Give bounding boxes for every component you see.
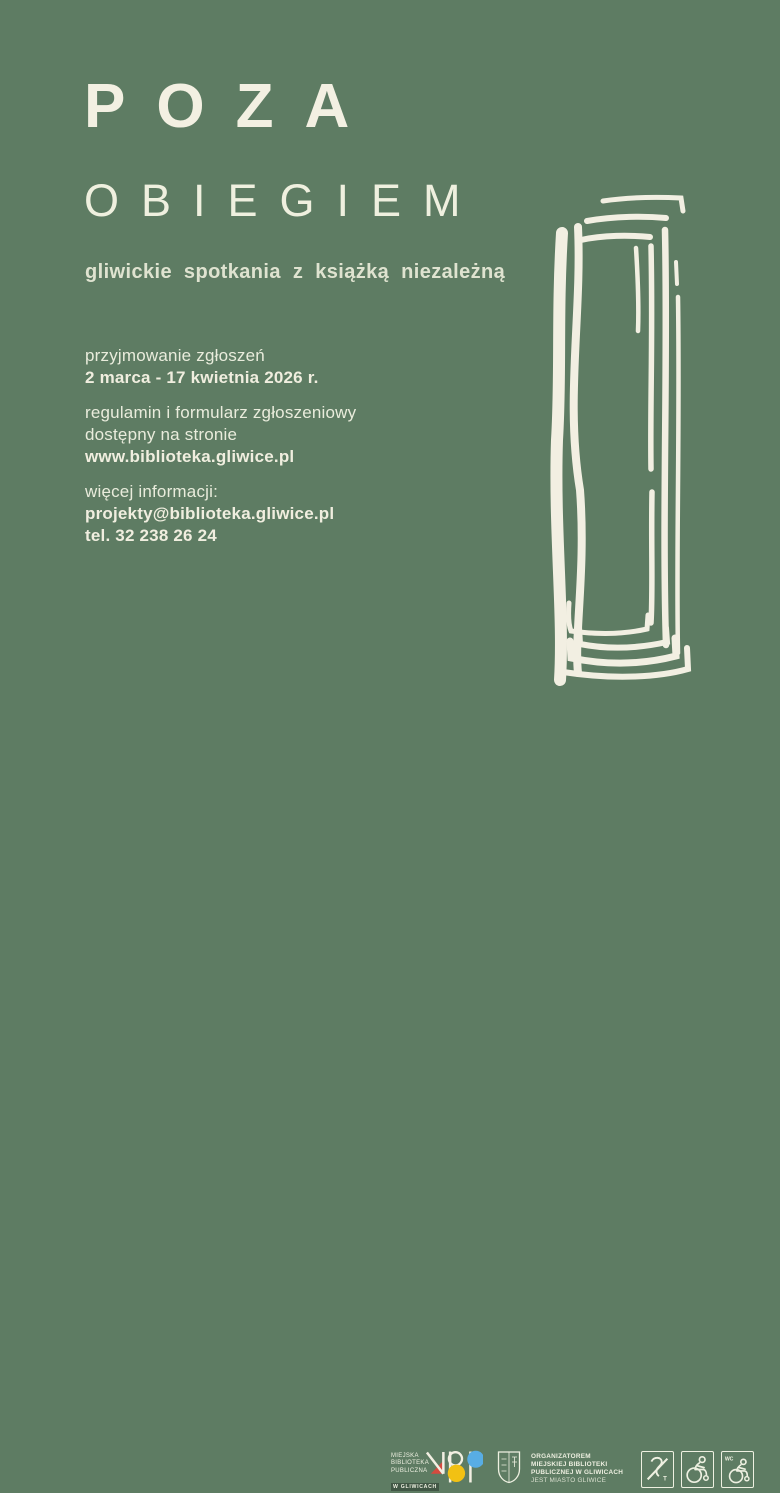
contact-phone: tel. 32 238 26 24	[85, 526, 217, 545]
info-column	[85, 345, 356, 560]
wheelchair-icon	[681, 1451, 714, 1488]
rules-line-1: regulamin i formularz zgłoszeniowy	[85, 403, 357, 422]
t-coil-label: T	[663, 1475, 667, 1483]
submission-dates: 2 marca - 17 kwietnia 2026 r.	[85, 368, 319, 387]
website-url: www.biblioteka.gliwice.pl	[85, 447, 295, 466]
poster-subtitle: OBIEGIEM	[84, 175, 483, 226]
gliwice-coat-of-arms-icon	[496, 1450, 522, 1484]
library-location: W GLIWICACH	[393, 1484, 438, 1491]
library-name-line-3: PUBLICZNA	[391, 1467, 428, 1474]
library-name-line-1: MIEJSKA	[391, 1453, 419, 1459]
rules-line-2: dostępny na stronie	[85, 425, 238, 444]
rules-block	[85, 402, 356, 468]
wc-label: WC	[724, 1456, 734, 1463]
contact-label: więcej informacji:	[85, 482, 219, 501]
organizer-text	[531, 1453, 623, 1485]
library-monogram-mbp-icon	[425, 1447, 483, 1487]
organizer-line-4: JEST MIASTO GLIWICE	[531, 1476, 607, 1484]
contact-email: projekty@biblioteka.gliwice.pl	[85, 504, 335, 523]
organizer-line-3: PUBLICZNEJ W GLIWICACH	[531, 1468, 624, 1476]
footer-logos	[0, 720, 780, 1491]
accessible-toilet-icon	[721, 1451, 754, 1488]
contact-block	[85, 481, 356, 547]
organizer-line-2: MIEJSKIEJ BIBLIOTEKI	[531, 1460, 608, 1468]
submission-label: przyjmowanie zgłoszeń	[85, 346, 265, 365]
submission-period-block	[85, 345, 356, 389]
poster-title: POZA	[84, 72, 381, 141]
poster-tagline: gliwickie spotkania z książką niezależną	[85, 261, 506, 283]
library-name-line-2: BIBLIOTEKA	[391, 1460, 430, 1467]
organizer-line-1: ORGANIZATOREM	[531, 1453, 591, 1460]
accessibility-icons	[641, 1451, 754, 1488]
induction-loop-icon	[641, 1451, 674, 1488]
frame-sketch-illustration	[545, 185, 715, 695]
